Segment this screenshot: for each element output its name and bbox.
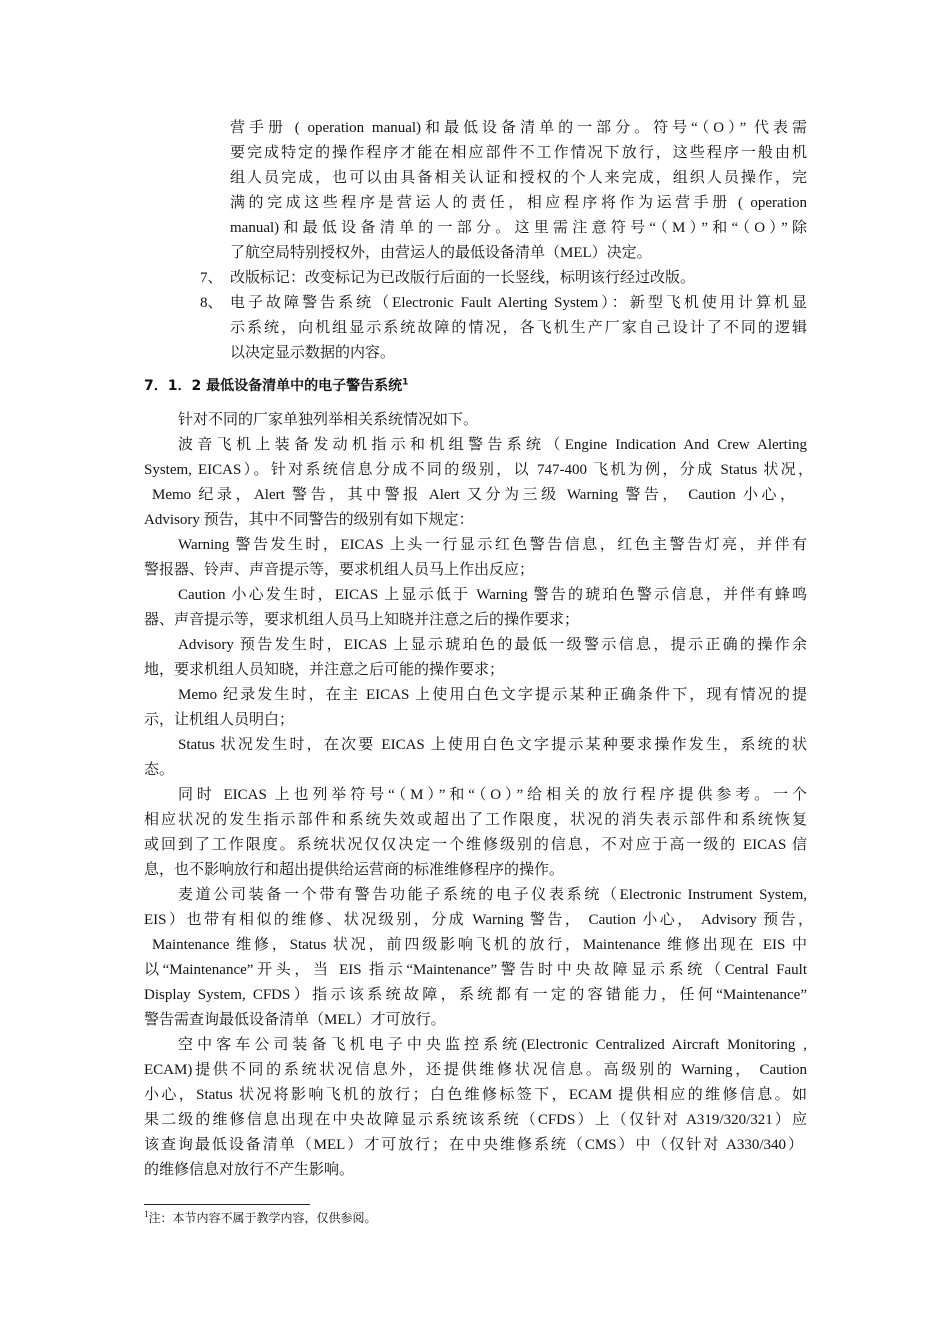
list-item-line: 电子故障警告系统（Electronic Fault Alerting System）：新型飞机使用计算机显 (230, 295, 807, 311)
paragraph-line: Memo 纪录，Alert 警告，其中警报 Alert 又分为三级 Warning 警告， Caution 小心， (152, 487, 795, 503)
paragraph-line: 态。 (144, 762, 175, 778)
paragraph-line: 空中客车公司装备飞机电子中央监控系统(Electronic Centralized Aircraft Monitoring , (178, 1037, 807, 1053)
list-continuation-line: 了航空局特别授权外，由营运人的最低设备清单（MEL）决定。 (230, 245, 652, 261)
list-item-number: 7、 (200, 270, 223, 286)
paragraph-line: ECAM)提供不同的系统状况信息外，还提供维修状况信息。高级别的 Warning， Caution (144, 1062, 807, 1078)
footnote-reference: 1 (402, 377, 409, 388)
section-heading (144, 374, 408, 398)
list-item-line: 示系统，向机组显示系统故障的情况，各飞机生产厂家自己设计了不同的逻辑 (230, 320, 807, 336)
paragraph-line: 警报器、铃声、声音提示等，要求机组人员马上作出反应； (144, 562, 535, 578)
footnote-mark: 1 (144, 1209, 149, 1219)
list-continuation-line: 要完成特定的操作程序才能在相应部件不工作情况下放行，这些程序一般由机 (230, 145, 807, 161)
list-continuation-line: 营手册 ( operation manual)和最低设备清单的一部分。符号“（O）” 代表需 (230, 120, 807, 136)
paragraph-line: 小心，Status 状况将影响飞机的放行；白色维修标签下，ECAM 提供相应的维修信息。如 (144, 1087, 807, 1103)
paragraph-line: Advisory 预告，其中不同警告的级别有如下规定： (144, 512, 474, 528)
paragraph-line: 息，也不影响放行和超出提供给运营商的标准维修程序的操作。 (144, 862, 565, 878)
paragraph-line: 地，要求机组人员知晓，并注意之后可能的操作要求； (144, 662, 505, 678)
footnote-divider (144, 1204, 310, 1205)
list-item-line: 改版标记：改变标记为已改版行后面的一长竖线，标明该行经过改版。 (230, 270, 696, 286)
footnote-text: 注：本节内容不属于教学内容，仅供参阅。 (148, 1211, 377, 1225)
paragraph-line: Display System, CFDS）指示该系统故障，系统都有一定的容错能力，任何“Maintenance” (144, 987, 807, 1003)
paragraph-line: 同时 EICAS 上也列举符号“（M）”和“（O）”给相关的放行程序提供参考。一个 (178, 787, 807, 803)
paragraph-line: 针对不同的厂家单独列举相关系统情况如下。 (178, 412, 479, 428)
list-item-line: 以决定显示数据的内容。 (230, 345, 396, 361)
paragraph-line: Advisory 预告发生时，EICAS 上显示琥珀色的最低一级警示信息，提示正确的操作余 (178, 637, 807, 653)
list-continuation-line: manual)和最低设备清单的一部分。这里需注意符号“（M）”和“（O）”除 (230, 220, 807, 236)
paragraph-line: 果二级的维修信息出现在中央故障显示系统该系统（CFDS）上（仅针对 A319/320/321）应 (144, 1112, 807, 1128)
paragraph-line: Maintenance 维修，Status 状况，前四级影响飞机的放行，Maintenance 维修出现在 EIS 中 (152, 937, 807, 953)
paragraph-line: 的维修信息对放行不产生影响。 (144, 1162, 355, 1178)
paragraph-line: 或回到了工作限度。系统状况仅仅决定一个维修级别的信息，不对应于高一级的 EICAS 信 (144, 837, 807, 853)
list-continuation-line: 满的完成这些程序是营运人的责任，相应程序将作为运营手册 ( operation (230, 195, 807, 211)
paragraph-line: Status 状况发生时，在次要 EICAS 上使用白色文字提示某种要求操作发生，系统的状 (178, 737, 807, 753)
paragraph-line: EIS）也带有相似的维修、状况级别，分成 Warning 警告， Caution 小心， Advisory 预告， (144, 912, 813, 928)
footnote (144, 1208, 377, 1228)
paragraph-line: 该查询最低设备清单（MEL）才可放行；在中央维修系统（CMS）中（仅针对 A330/340） (144, 1137, 803, 1153)
paragraph-line: Memo 纪录发生时，在主 EICAS 上使用白色文字提示某种正确条件下，现有情况的提 (178, 687, 807, 703)
paragraph-line: 示，让机组人员明白； (144, 712, 295, 728)
paragraph-line: 警告需查询最低设备清单（MEL）才可放行。 (144, 1012, 446, 1028)
paragraph-line: 以“Maintenance”开头，当 EIS 指示“Maintenance”警告时中央故障显示系统（Central Fault (144, 962, 807, 978)
paragraph-line: 麦道公司装备一个带有警告功能子系统的电子仪表系统（Electronic Instrument System, (178, 887, 807, 903)
paragraph-line: System, EICAS）。针对系统信息分成不同的级别，以 747-400 飞机为例，分成 Status 状况， (144, 462, 813, 478)
paragraph-line: 波音飞机上装备发动机指示和机组警告系统（Engine Indication And Crew Alerting (178, 437, 807, 453)
paragraph-line: 相应状况的发生指示部件和系统失效或超出了工作限度，状况的消失表示部件和系统恢复 (144, 812, 807, 828)
paragraph-line: Warning 警告发生时，EICAS 上头一行显示红色警告信息，红色主警告灯亮，并伴有 (178, 537, 807, 553)
section-heading-text: 7．1．2 最低设备清单中的电子警告系统 (144, 378, 403, 394)
list-continuation-line: 组人员完成，也可以由具备相关认证和授权的个人来完成，组织人员操作，完 (230, 170, 807, 186)
paragraph-line: Caution 小心发生时，EICAS 上显示低于 Warning 警告的琥珀色警示信息，并伴有蜂鸣 (178, 587, 807, 603)
paragraph-line: 器、声音提示等，要求机组人员马上知晓并注意之后的操作要求； (144, 612, 580, 628)
list-item-number: 8、 (200, 295, 223, 311)
